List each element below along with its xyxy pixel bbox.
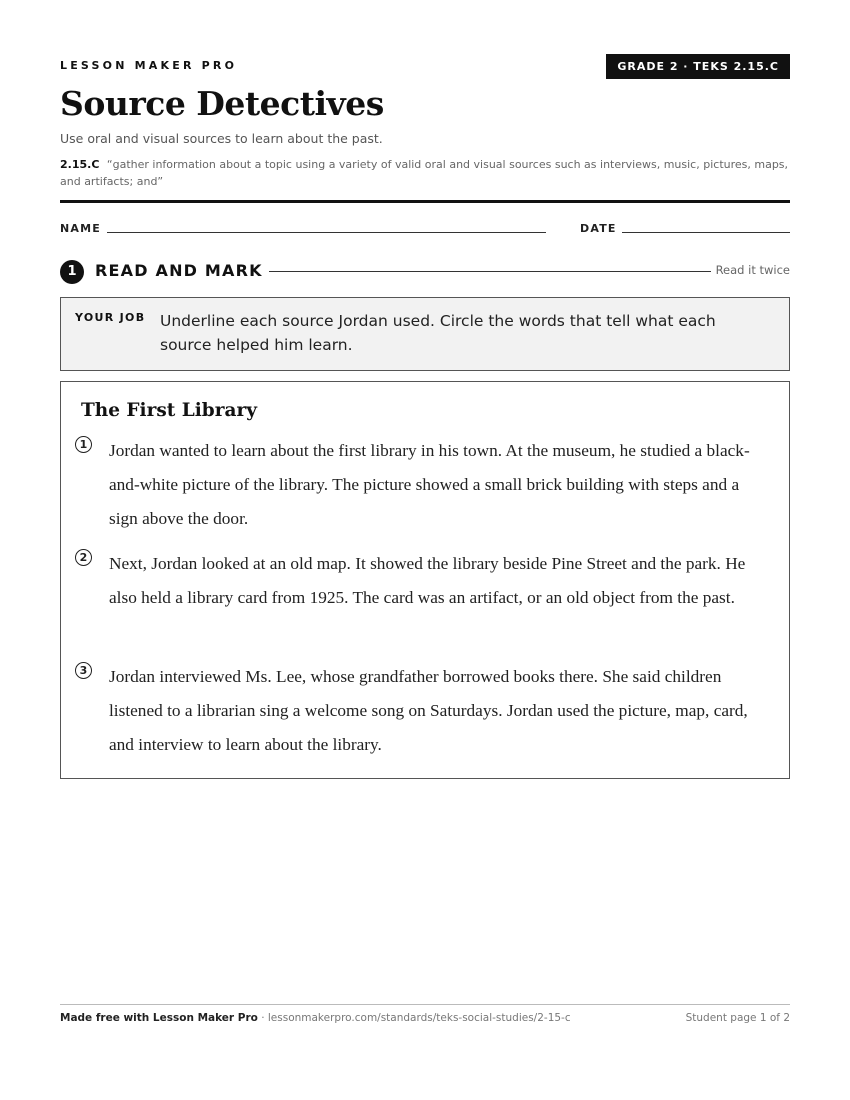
instructions-label: YOUR JOB (75, 311, 146, 324)
date-field[interactable] (622, 232, 790, 233)
paragraph-text: Next, Jordan looked at an old map. It showed the library beside Pine Street and the park. He also held a library card from 1925. The card was an artifact, or an old object from the past. (109, 554, 746, 607)
section-number-badge: 1 (60, 260, 84, 284)
worksheet-page (60, 0, 790, 1100)
passage-title: The First Library (81, 400, 257, 421)
standard-statement (60, 156, 790, 190)
date-label: DATE (580, 222, 617, 235)
paragraph-number: 2 (75, 549, 92, 566)
brand-name: LESSON MAKER PRO (60, 59, 238, 72)
standard-text: “gather information about a topic using a variety of valid oral and visual sources such as interviews, music, pictures, maps, and artifacts; and” (60, 158, 789, 188)
grade-badge: GRADE 2 · TEKS 2.15.C (606, 54, 790, 79)
footer-credit (60, 1012, 571, 1024)
page-subtitle: Use oral and visual sources to learn about the past. (60, 131, 383, 146)
paragraph-number: 3 (75, 662, 92, 679)
instructions-text: Underline each source Jordan used. Circle the words that tell what each source helped him learn. (160, 312, 716, 354)
section-title: READ AND MARK (95, 261, 263, 280)
footer-made-by: Made free with Lesson Maker Pro (60, 1012, 258, 1024)
name-field[interactable] (107, 232, 546, 233)
footer-divider (60, 1004, 790, 1005)
reading-passage (60, 381, 790, 779)
paragraph-text: Jordan interviewed Ms. Lee, whose grandfather borrowed books there. She said children listened to a librarian sing a welcome song on Saturdays. Jordan used the picture, map, card, and interview to learn about the library. (109, 667, 748, 754)
name-label: NAME (60, 222, 101, 235)
footer-separator: · (257, 1012, 268, 1024)
paragraph-number: 1 (75, 436, 92, 453)
section-note: Read it twice (715, 263, 790, 277)
paragraph-text: Jordan wanted to learn about the first library in his town. At the museum, he studied a black-and-white picture of the library. The picture showed a small brick building with steps and a sign above the door. (109, 441, 750, 528)
footer-page-number: Student page 1 of 2 (685, 1012, 790, 1024)
standard-code: 2.15.C (60, 158, 100, 171)
header-divider (60, 200, 790, 203)
section-divider (269, 271, 711, 272)
instructions-box (60, 297, 790, 371)
page-title: Source Detectives (60, 84, 384, 123)
footer-url[interactable]: lessonmakerpro.com/standards/teks-social-studies/2-15-c (267, 1012, 571, 1024)
